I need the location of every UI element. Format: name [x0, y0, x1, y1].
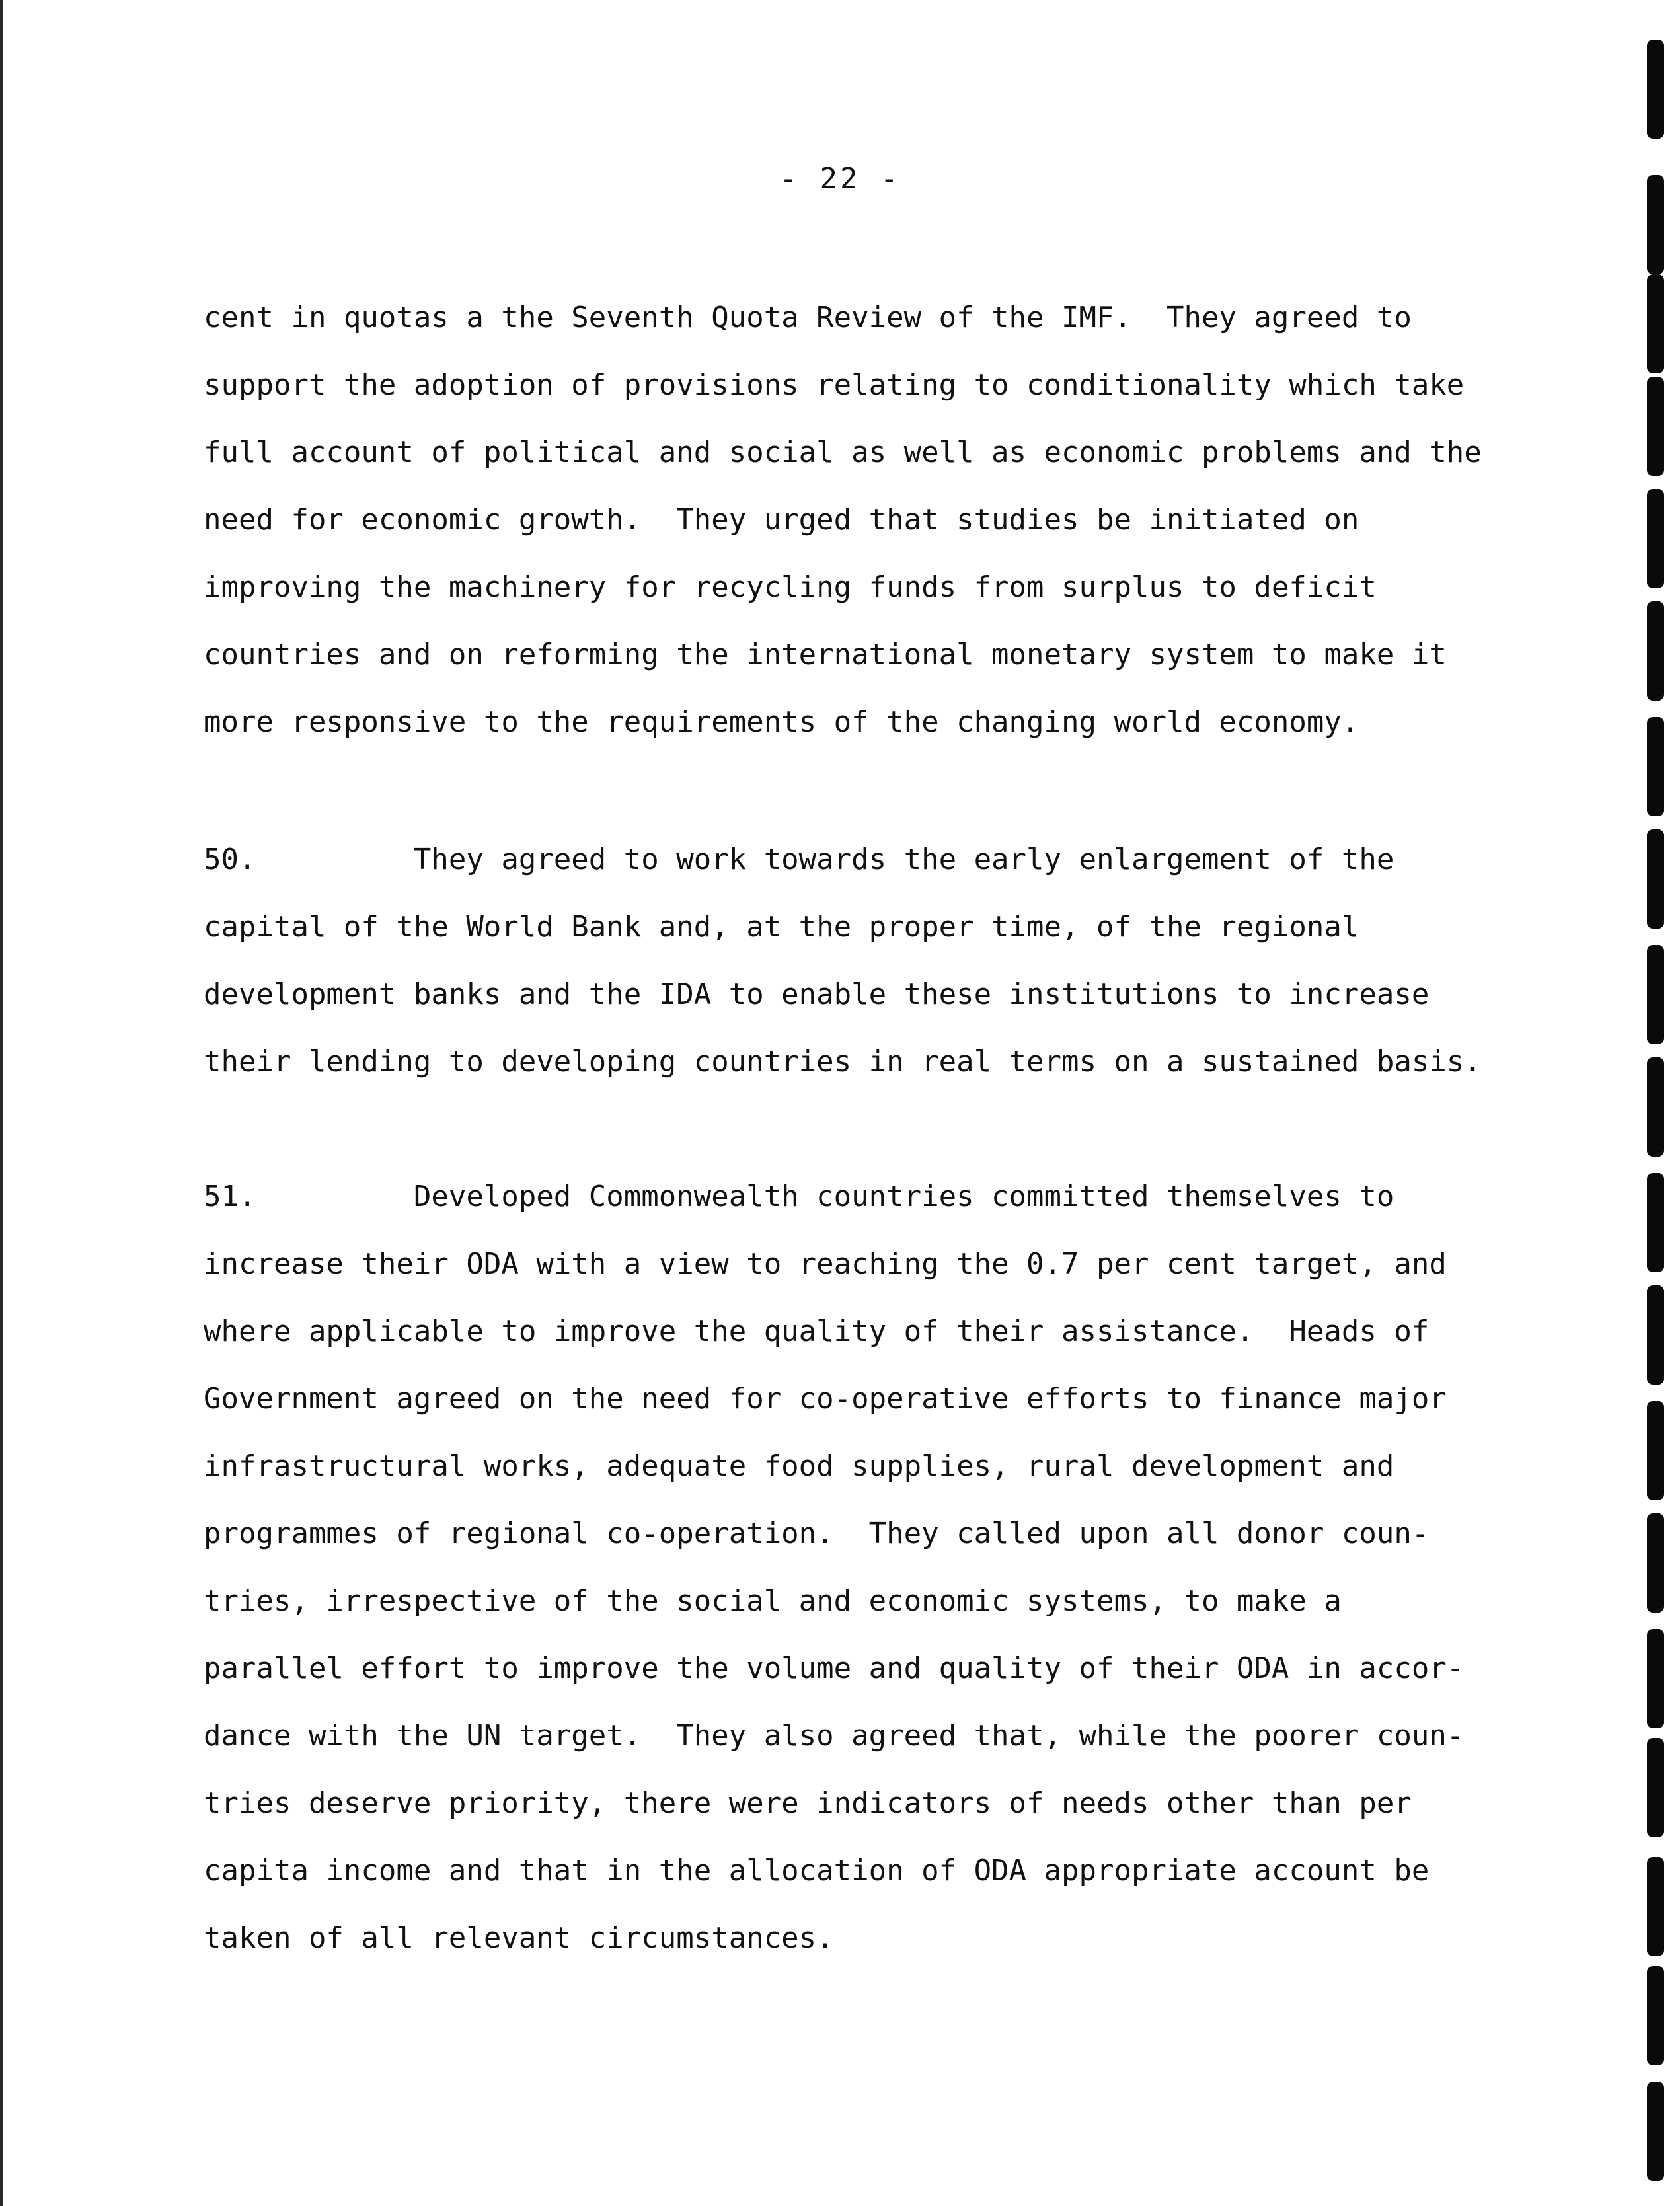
text-line: countries and on reforming the international monetary system to make it — [204, 638, 1447, 671]
punch-hole — [1647, 1173, 1664, 1272]
punch-hole — [1647, 601, 1664, 701]
text-line: cent in quotas a the Seventh Quota Review of the IMF. They agreed to — [204, 301, 1412, 334]
text-line: support the adoption of provisions relating to conditionality which take — [204, 368, 1465, 402]
text-line: more responsive to the requirements of the changing world economy. — [204, 705, 1359, 739]
punch-hole — [1647, 1513, 1664, 1613]
punch-hole — [1647, 717, 1664, 816]
punch-hole — [1647, 1857, 1664, 1956]
text-line: capital of the World Bank and, at the proper time, of the regional — [204, 910, 1359, 944]
text-line: need for economic growth. They urged that studies be initiated on — [204, 503, 1359, 537]
text-line: infrastructural works, adequate food supplies, rural development and — [204, 1449, 1394, 1483]
text-line: improving the machinery for recycling funds from surplus to deficit — [204, 570, 1377, 604]
punch-hole — [1647, 377, 1664, 476]
text-line: tries deserve priority, there were indicators of needs other than per — [204, 1786, 1412, 1820]
binder-punch-holes — [1640, 0, 1680, 2206]
text-line: tries, irrespective of the social and economic systems, to make a — [204, 1584, 1342, 1618]
text-line: development banks and the IDA to enable these institutions to increase — [204, 977, 1430, 1011]
punch-hole — [1647, 2082, 1664, 2181]
text-line: full account of political and social as well as economic problems and the — [204, 436, 1482, 469]
punch-hole — [1647, 1738, 1664, 1837]
punch-hole — [1647, 1629, 1664, 1728]
punch-hole — [1647, 1966, 1664, 2065]
text-line: programmes of regional co-operation. They called upon all donor coun- — [204, 1517, 1430, 1550]
text-line: capita income and that in the allocation of ODA appropriate account be — [204, 1854, 1430, 1887]
text-line: 50. They agreed to work towards the early enlargement of the — [204, 843, 1394, 876]
text-line: taken of all relevant circumstances. — [204, 1921, 834, 1955]
punch-hole — [1647, 489, 1664, 588]
punch-hole — [1647, 40, 1664, 139]
text-line: parallel effort to improve the volume and quality of their ODA in accor- — [204, 1652, 1465, 1685]
text-line: dance with the UN target. They also agreed that, while the poorer coun- — [204, 1719, 1465, 1753]
text-line: their lending to developing countries in real terms on a sustained basis. — [204, 1045, 1482, 1079]
text-line: Government agreed on the need for co-operative efforts to finance major — [204, 1382, 1447, 1416]
page-number: - 22 - — [779, 162, 901, 196]
punch-hole — [1647, 1401, 1664, 1500]
scan-left-edge — [0, 0, 3, 2206]
punch-hole — [1647, 829, 1664, 929]
paragraph-50 — [204, 826, 1482, 1096]
text-line: increase their ODA with a view to reaching the 0.7 per cent target, and — [204, 1247, 1447, 1281]
text-line: 51. Developed Commonwealth countries committed themselves to — [204, 1180, 1394, 1213]
punch-hole — [1647, 1057, 1664, 1157]
paragraph-1 — [204, 284, 1482, 756]
punch-hole — [1647, 274, 1664, 373]
punch-hole — [1647, 1285, 1664, 1385]
punch-hole — [1647, 945, 1664, 1044]
paragraph-51 — [204, 1163, 1465, 1972]
text-line: where applicable to improve the quality of their assistance. Heads of — [204, 1314, 1430, 1348]
